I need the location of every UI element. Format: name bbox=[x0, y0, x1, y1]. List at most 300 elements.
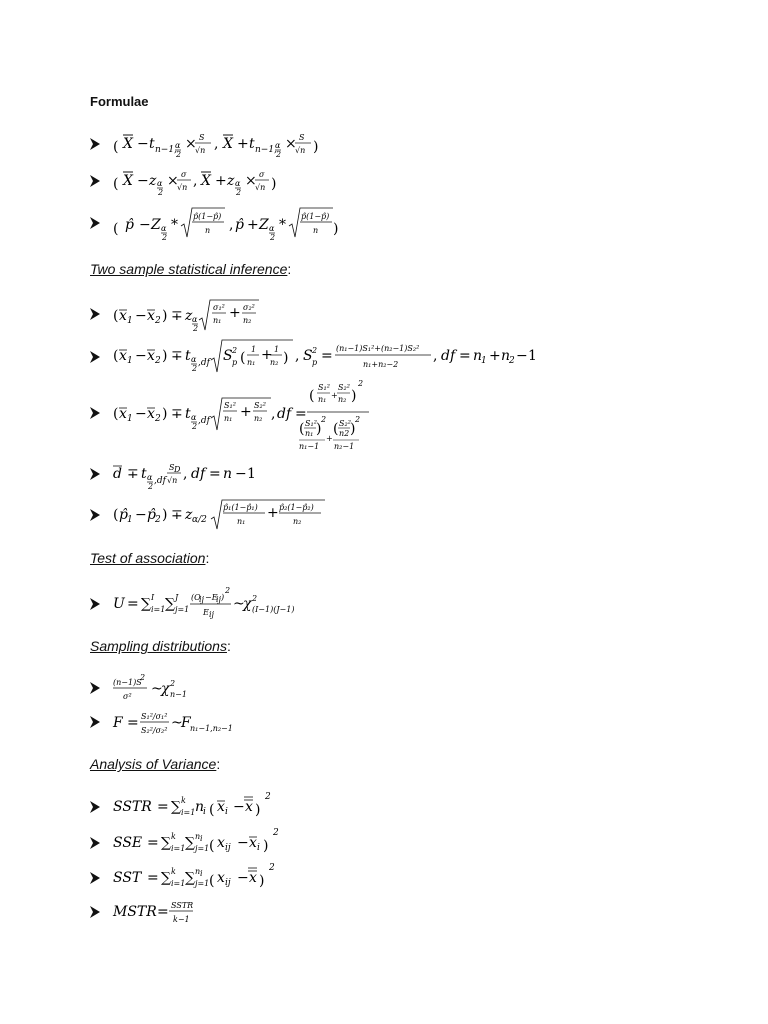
svg-text:(I−1)(J−1): (I−1)(J−1) bbox=[252, 605, 295, 614]
svg-text:1: 1 bbox=[127, 356, 133, 366]
svg-text:): ) bbox=[316, 421, 322, 437]
formula-f-distribution bbox=[113, 707, 253, 739]
svg-text:(: ( bbox=[209, 802, 215, 818]
svg-text:): ) bbox=[162, 507, 168, 523]
svg-text:1: 1 bbox=[481, 356, 487, 366]
svg-text:1: 1 bbox=[127, 414, 133, 424]
formula-two-sample-z bbox=[113, 298, 273, 334]
svg-text:F: F bbox=[181, 715, 191, 731]
svg-text:): ) bbox=[350, 421, 356, 437]
svg-text:α: α bbox=[191, 355, 197, 364]
svg-text:X: X bbox=[123, 173, 133, 189]
svg-text:2: 2 bbox=[193, 324, 199, 333]
svg-text:,: , bbox=[433, 348, 438, 364]
svg-text:n: n bbox=[501, 348, 511, 364]
svg-text:−: − bbox=[516, 348, 528, 364]
svg-text:+: + bbox=[489, 348, 501, 364]
svg-text:−: − bbox=[237, 835, 249, 851]
svg-text:,: , bbox=[271, 406, 276, 422]
svg-text:~: ~ bbox=[151, 681, 163, 697]
svg-text:df: df bbox=[441, 348, 456, 364]
svg-text:n₂: n₂ bbox=[293, 517, 302, 526]
svg-text:√n: √n bbox=[295, 146, 306, 155]
svg-text:i: i bbox=[200, 869, 203, 878]
svg-text:J: J bbox=[175, 593, 179, 602]
svg-text:): ) bbox=[333, 221, 339, 237]
svg-text:SSTR: SSTR bbox=[171, 901, 194, 910]
svg-text:S₁²/σ₁²: S₁²/σ₁² bbox=[141, 712, 168, 721]
svg-text:2: 2 bbox=[312, 346, 318, 355]
svg-text:2: 2 bbox=[170, 679, 176, 688]
svg-text:+: + bbox=[261, 347, 273, 363]
svg-text:I: I bbox=[151, 593, 155, 602]
svg-text:−: − bbox=[237, 870, 249, 886]
svg-text:p̂₂(1−p̂₂): p̂₂(1−p̂₂) bbox=[279, 503, 314, 512]
svg-text:2: 2 bbox=[192, 364, 198, 373]
section-heading-anova: Analysis of Variance: bbox=[90, 756, 221, 772]
svg-text:−: − bbox=[235, 466, 247, 482]
svg-text:2: 2 bbox=[265, 792, 271, 802]
svg-text:x: x bbox=[119, 308, 127, 324]
svg-text:×: × bbox=[245, 173, 257, 189]
svg-text:n₂−1: n₂−1 bbox=[334, 442, 355, 451]
svg-text:x: x bbox=[119, 406, 127, 422]
svg-text:i=1: i=1 bbox=[171, 844, 186, 853]
svg-text:S: S bbox=[169, 463, 175, 472]
svg-text:Z: Z bbox=[151, 217, 161, 233]
svg-text:α: α bbox=[147, 473, 153, 482]
formula-chi-square-association bbox=[113, 584, 333, 620]
svg-text:,: , bbox=[295, 348, 300, 364]
svg-text:p̂: p̂ bbox=[119, 507, 128, 523]
svg-text:S₁²: S₁² bbox=[305, 419, 317, 428]
svg-text:=: = bbox=[127, 596, 139, 612]
svg-text:σ: σ bbox=[259, 170, 265, 179]
svg-text:2: 2 bbox=[192, 422, 198, 431]
svg-text:n₁−1,n₂−1: n₁−1,n₂−1 bbox=[190, 724, 233, 733]
svg-text:(: ( bbox=[209, 873, 215, 889]
svg-text:(: ( bbox=[113, 507, 119, 523]
page-title: Formulae bbox=[90, 94, 149, 109]
svg-text:−: − bbox=[135, 308, 147, 324]
svg-text:): ) bbox=[313, 139, 319, 155]
svg-text:√n: √n bbox=[255, 183, 266, 192]
svg-text:i: i bbox=[203, 807, 206, 817]
svg-text:n₁: n₁ bbox=[213, 316, 222, 325]
svg-text:=: = bbox=[147, 870, 159, 886]
svg-text:2: 2 bbox=[155, 316, 161, 326]
arrowhead-bullet-icon bbox=[90, 837, 100, 849]
svg-text:(: ( bbox=[113, 221, 119, 237]
svg-text:SSTR: SSTR bbox=[113, 799, 152, 815]
svg-text:(: ( bbox=[333, 421, 339, 437]
svg-text:t: t bbox=[249, 136, 255, 152]
svg-text:(: ( bbox=[299, 421, 305, 437]
svg-text:t: t bbox=[185, 406, 191, 422]
svg-text:×: × bbox=[167, 173, 179, 189]
svg-text:n−1,: n−1, bbox=[155, 145, 177, 155]
svg-text:(: ( bbox=[209, 838, 215, 854]
svg-text:(: ( bbox=[113, 348, 119, 364]
svg-text:=: = bbox=[157, 904, 169, 920]
svg-text:n: n bbox=[313, 226, 319, 235]
formula-paired-t bbox=[113, 458, 273, 492]
svg-text:−: − bbox=[135, 406, 147, 422]
arrowhead-bullet-icon bbox=[90, 351, 100, 363]
svg-text:−: − bbox=[139, 217, 151, 233]
svg-text:z: z bbox=[227, 173, 235, 189]
svg-text:α/2: α/2 bbox=[192, 515, 207, 525]
svg-text:S₂²: S₂² bbox=[254, 401, 266, 410]
svg-text:): ) bbox=[221, 593, 225, 602]
svg-text:∓: ∓ bbox=[171, 507, 183, 523]
svg-text:α: α bbox=[269, 224, 275, 233]
svg-text:): ) bbox=[162, 308, 168, 324]
svg-text:n: n bbox=[195, 832, 201, 841]
svg-text:ij: ij bbox=[225, 843, 231, 853]
svg-text:∑: ∑ bbox=[161, 870, 171, 886]
svg-text:(O: (O bbox=[191, 593, 201, 602]
svg-text:,df: ,df bbox=[154, 476, 166, 486]
svg-text:df: df bbox=[277, 406, 292, 422]
svg-text:n−1: n−1 bbox=[170, 690, 187, 699]
svg-text:2: 2 bbox=[321, 415, 327, 424]
svg-text:α: α bbox=[192, 315, 198, 324]
formula-pooled-t bbox=[113, 338, 543, 376]
svg-text:n₁: n₁ bbox=[247, 358, 256, 367]
svg-text:i: i bbox=[257, 843, 260, 853]
svg-text:k: k bbox=[171, 867, 176, 876]
section-heading-two-sample: Two sample statistical inference: bbox=[90, 261, 292, 277]
arrowhead-bullet-icon bbox=[90, 682, 100, 694]
svg-text:d: d bbox=[113, 466, 122, 482]
svg-text:n₁: n₁ bbox=[305, 429, 314, 438]
svg-text:=: = bbox=[147, 835, 159, 851]
svg-text:=: = bbox=[157, 799, 169, 815]
svg-text:ij: ij bbox=[225, 878, 231, 888]
svg-text:2: 2 bbox=[155, 515, 161, 525]
svg-text:,: , bbox=[214, 136, 219, 152]
arrowhead-bullet-icon bbox=[90, 509, 100, 521]
svg-text:n₂: n₂ bbox=[243, 316, 252, 325]
svg-text:+: + bbox=[247, 217, 259, 233]
formula-mstr bbox=[113, 896, 223, 928]
svg-text:2: 2 bbox=[276, 150, 282, 159]
svg-text:∓: ∓ bbox=[171, 308, 183, 324]
svg-text:,: , bbox=[229, 217, 234, 233]
formula-proportion-interval bbox=[113, 204, 343, 244]
svg-text:(: ( bbox=[113, 176, 119, 192]
svg-text:α: α bbox=[275, 141, 281, 150]
svg-text:2: 2 bbox=[225, 586, 231, 595]
svg-text:χ: χ bbox=[243, 596, 252, 612]
arrowhead-bullet-icon bbox=[90, 716, 100, 728]
svg-text:z: z bbox=[185, 507, 193, 523]
svg-text:): ) bbox=[263, 838, 269, 854]
svg-text:S₂²/σ₂²: S₂²/σ₂² bbox=[141, 726, 168, 735]
svg-text:n₂: n₂ bbox=[254, 414, 263, 423]
svg-text:α: α bbox=[191, 413, 197, 422]
arrowhead-bullet-icon bbox=[90, 468, 100, 480]
svg-text:∓: ∓ bbox=[171, 406, 183, 422]
svg-text:x: x bbox=[147, 406, 155, 422]
svg-text:n₁+n₂−2: n₁+n₂−2 bbox=[363, 360, 399, 369]
svg-text:,df: ,df bbox=[198, 416, 210, 426]
svg-text:2: 2 bbox=[148, 482, 154, 491]
svg-text:S: S bbox=[299, 133, 305, 142]
svg-text:p̂(1−p̂): p̂(1−p̂) bbox=[301, 212, 330, 221]
svg-text:×: × bbox=[185, 136, 197, 152]
svg-text:−: − bbox=[135, 507, 147, 523]
svg-text:k: k bbox=[181, 796, 186, 805]
svg-text:−: − bbox=[137, 136, 149, 152]
svg-text:p̂: p̂ bbox=[125, 217, 134, 233]
svg-text:): ) bbox=[162, 406, 168, 422]
svg-text:z: z bbox=[149, 173, 157, 189]
svg-text:2: 2 bbox=[273, 828, 279, 838]
svg-text:x: x bbox=[119, 348, 127, 364]
svg-text:=: = bbox=[295, 406, 307, 422]
svg-text:t: t bbox=[141, 466, 147, 482]
svg-text:): ) bbox=[255, 802, 261, 818]
formula-welch-t bbox=[113, 378, 373, 454]
svg-text:x: x bbox=[217, 835, 225, 851]
svg-text:x: x bbox=[147, 308, 155, 324]
svg-text:df: df bbox=[191, 466, 206, 482]
svg-text:=: = bbox=[321, 348, 333, 364]
svg-text:p̂(1−p̂): p̂(1−p̂) bbox=[193, 212, 222, 221]
svg-text:=: = bbox=[127, 715, 139, 731]
arrowhead-bullet-icon bbox=[90, 906, 100, 918]
svg-text:S₁²: S₁² bbox=[318, 383, 330, 392]
svg-text:n: n bbox=[195, 867, 201, 876]
svg-text:E: E bbox=[203, 608, 209, 617]
svg-text:p: p bbox=[232, 358, 238, 367]
arrowhead-bullet-icon bbox=[90, 598, 100, 610]
svg-text:t: t bbox=[185, 348, 191, 364]
svg-text:p: p bbox=[312, 358, 318, 367]
section-heading-sampling: Sampling distributions: bbox=[90, 638, 231, 654]
svg-text:∑: ∑ bbox=[185, 835, 195, 851]
svg-text:S₂²: S₂² bbox=[339, 419, 351, 428]
svg-text:): ) bbox=[351, 388, 357, 404]
svg-text:x: x bbox=[249, 870, 257, 886]
arrowhead-bullet-icon bbox=[90, 801, 100, 813]
svg-text:U: U bbox=[113, 596, 125, 612]
arrowhead-bullet-icon bbox=[90, 217, 100, 229]
svg-text:∓: ∓ bbox=[171, 348, 183, 364]
svg-text:2: 2 bbox=[236, 188, 242, 197]
section-heading-association: Test of association: bbox=[90, 550, 210, 566]
svg-text:(n₁−1)S₁²+(n₂−1)S₂²: (n₁−1)S₁²+(n₂−1)S₂² bbox=[336, 344, 420, 353]
svg-text:p̂: p̂ bbox=[235, 217, 244, 233]
svg-text:n₁−1: n₁−1 bbox=[299, 442, 320, 451]
svg-text:j=1: j=1 bbox=[195, 879, 210, 888]
svg-text:×: × bbox=[285, 136, 297, 152]
svg-text:√n: √n bbox=[195, 146, 206, 155]
svg-text:α: α bbox=[161, 224, 167, 233]
svg-text:1: 1 bbox=[127, 515, 133, 525]
svg-text:t: t bbox=[149, 136, 155, 152]
svg-text:∑: ∑ bbox=[165, 596, 175, 612]
svg-text:S₁²: S₁² bbox=[224, 401, 236, 410]
svg-text:+: + bbox=[215, 173, 227, 189]
svg-text:(: ( bbox=[113, 308, 119, 324]
formula-sstr bbox=[113, 787, 283, 823]
svg-text:,: , bbox=[183, 466, 188, 482]
svg-text:ij: ij bbox=[209, 610, 215, 619]
svg-text:2: 2 bbox=[158, 188, 164, 197]
svg-text:2: 2 bbox=[162, 233, 168, 242]
svg-text:2: 2 bbox=[270, 233, 276, 242]
svg-text:): ) bbox=[283, 350, 289, 366]
svg-text:(: ( bbox=[113, 139, 119, 155]
arrowhead-bullet-icon bbox=[90, 872, 100, 884]
svg-text:+: + bbox=[240, 404, 252, 420]
svg-text:n−1,: n−1, bbox=[255, 145, 277, 155]
svg-text:n₂: n₂ bbox=[270, 358, 279, 367]
svg-text:*: * bbox=[279, 217, 286, 233]
svg-text:α: α bbox=[157, 179, 163, 188]
svg-text:2: 2 bbox=[155, 414, 161, 424]
svg-text:z: z bbox=[185, 308, 193, 324]
svg-text:χ: χ bbox=[161, 681, 170, 697]
svg-text:α: α bbox=[175, 141, 181, 150]
svg-text:): ) bbox=[271, 176, 277, 192]
svg-text:1: 1 bbox=[274, 345, 280, 354]
svg-text:2: 2 bbox=[140, 673, 146, 682]
svg-text:i=1: i=1 bbox=[151, 605, 166, 614]
svg-text:2: 2 bbox=[269, 863, 275, 873]
svg-text:∑: ∑ bbox=[171, 799, 181, 815]
svg-text:∑: ∑ bbox=[161, 835, 171, 851]
svg-text:(n−1)S: (n−1)S bbox=[113, 678, 142, 687]
svg-text:∓: ∓ bbox=[127, 466, 139, 482]
svg-text:√n: √n bbox=[167, 476, 178, 485]
svg-text:,df: ,df bbox=[198, 358, 210, 368]
svg-text:2: 2 bbox=[509, 356, 515, 366]
svg-text:−: − bbox=[137, 173, 149, 189]
svg-text:n2: n2 bbox=[339, 429, 350, 438]
formula-sse bbox=[113, 823, 293, 859]
svg-text:S: S bbox=[223, 348, 233, 364]
svg-text:∑: ∑ bbox=[141, 596, 151, 612]
svg-text:σ₁²: σ₁² bbox=[213, 303, 225, 312]
svg-text:2: 2 bbox=[358, 379, 364, 388]
svg-text:α: α bbox=[235, 179, 241, 188]
svg-text:n: n bbox=[223, 466, 233, 482]
svg-text:x: x bbox=[245, 799, 253, 815]
svg-text:(: ( bbox=[240, 350, 246, 366]
svg-text:x: x bbox=[217, 799, 225, 815]
svg-text:j=1: j=1 bbox=[175, 605, 190, 614]
svg-text:2: 2 bbox=[232, 346, 238, 355]
arrowhead-bullet-icon bbox=[90, 308, 100, 320]
svg-text:+: + bbox=[237, 136, 249, 152]
svg-text:SSE: SSE bbox=[113, 835, 143, 851]
svg-text:S₂²: S₂² bbox=[338, 383, 350, 392]
svg-text:Z: Z bbox=[259, 217, 269, 233]
svg-text:n₁: n₁ bbox=[237, 517, 246, 526]
svg-text:1: 1 bbox=[127, 316, 133, 326]
svg-text:i: i bbox=[225, 807, 228, 817]
svg-text:2: 2 bbox=[252, 594, 258, 603]
svg-text:σ₂²: σ₂² bbox=[243, 303, 255, 312]
svg-text:(: ( bbox=[113, 406, 119, 422]
svg-text:n₁: n₁ bbox=[318, 395, 327, 404]
svg-text:n₁: n₁ bbox=[224, 414, 233, 423]
svg-text:=: = bbox=[209, 466, 221, 482]
svg-text:X: X bbox=[223, 136, 233, 152]
svg-text:+: + bbox=[331, 391, 338, 400]
svg-text:i=1: i=1 bbox=[181, 808, 196, 817]
svg-text:√n: √n bbox=[177, 183, 188, 192]
svg-text:j=1: j=1 bbox=[195, 844, 210, 853]
svg-text:−E: −E bbox=[205, 593, 218, 602]
svg-text:,: , bbox=[193, 173, 198, 189]
svg-text:F: F bbox=[113, 715, 123, 731]
svg-text:−: − bbox=[233, 799, 245, 815]
svg-text:+: + bbox=[267, 505, 279, 521]
svg-text:n: n bbox=[473, 348, 483, 364]
svg-text:SST: SST bbox=[113, 870, 142, 886]
svg-text:MSTR: MSTR bbox=[113, 904, 157, 920]
svg-text:n₂: n₂ bbox=[338, 395, 347, 404]
svg-text:ij: ij bbox=[216, 595, 222, 604]
svg-text:σ: σ bbox=[181, 170, 187, 179]
arrowhead-bullet-icon bbox=[90, 407, 100, 419]
svg-text:X: X bbox=[201, 173, 211, 189]
svg-text:~: ~ bbox=[171, 715, 183, 731]
svg-text:~: ~ bbox=[233, 596, 245, 612]
svg-text:+: + bbox=[326, 434, 333, 443]
svg-text:D: D bbox=[174, 465, 181, 474]
svg-text:k: k bbox=[171, 832, 176, 841]
svg-text:): ) bbox=[162, 348, 168, 364]
formula-chi-square-variance bbox=[113, 673, 223, 703]
formula-sst bbox=[113, 858, 293, 894]
svg-text:−: − bbox=[135, 348, 147, 364]
formula-t-interval bbox=[113, 126, 333, 160]
svg-text:n: n bbox=[205, 226, 211, 235]
svg-text:1: 1 bbox=[528, 348, 537, 364]
svg-text:(: ( bbox=[309, 388, 315, 404]
svg-text:1: 1 bbox=[247, 466, 256, 482]
svg-text:k−1: k−1 bbox=[173, 915, 190, 924]
svg-text:1: 1 bbox=[251, 345, 257, 354]
svg-text:x: x bbox=[217, 870, 225, 886]
arrowhead-bullet-icon bbox=[90, 175, 100, 187]
svg-text:2: 2 bbox=[355, 415, 361, 424]
svg-text:X: X bbox=[123, 136, 133, 152]
svg-text:σ²: σ² bbox=[123, 692, 132, 701]
svg-text:ij: ij bbox=[199, 595, 205, 604]
svg-text:x: x bbox=[147, 348, 155, 364]
svg-text:): ) bbox=[259, 873, 265, 889]
svg-text:n: n bbox=[195, 799, 205, 815]
svg-text:*: * bbox=[171, 217, 178, 233]
svg-text:x: x bbox=[249, 835, 257, 851]
svg-text:+: + bbox=[229, 305, 241, 321]
svg-text:2: 2 bbox=[176, 150, 182, 159]
svg-text:p̂₁(1−p̂₁): p̂₁(1−p̂₁) bbox=[223, 503, 258, 512]
svg-text:S: S bbox=[199, 133, 205, 142]
svg-text:2: 2 bbox=[155, 356, 161, 366]
svg-text:=: = bbox=[459, 348, 471, 364]
svg-text:i=1: i=1 bbox=[171, 879, 186, 888]
formula-two-proportion-z bbox=[113, 497, 333, 533]
arrowhead-bullet-icon bbox=[90, 138, 100, 150]
